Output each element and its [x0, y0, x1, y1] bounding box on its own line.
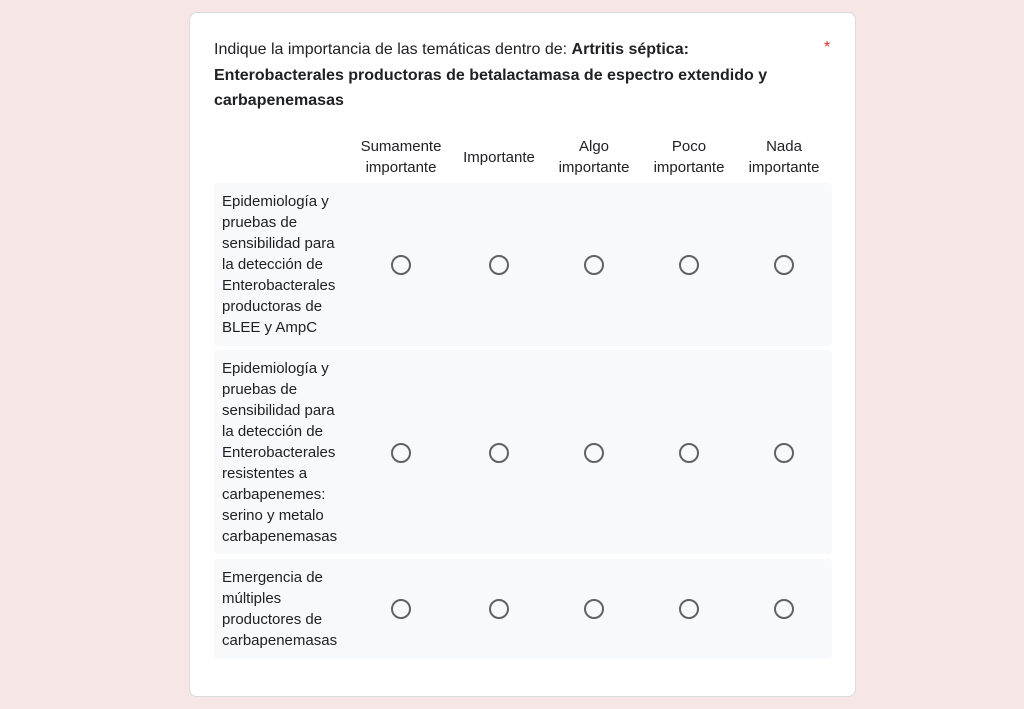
- radio-row3-nada-importante[interactable]: [774, 599, 794, 619]
- question-prefix: Indique la importancia de las temáticas dentro de:: [214, 41, 572, 58]
- radio-row1-poco-importante[interactable]: [679, 255, 699, 275]
- question-title: [214, 37, 784, 114]
- grid-row-2: [214, 350, 832, 554]
- question-card: [189, 12, 856, 697]
- radio-row3-poco-importante[interactable]: [679, 599, 699, 619]
- radio-row2-sumamente-importante[interactable]: [391, 443, 411, 463]
- radio-row1-sumamente-importante[interactable]: [391, 255, 411, 275]
- radio-row1-importante[interactable]: [489, 255, 509, 275]
- radio-row2-poco-importante[interactable]: [679, 443, 699, 463]
- column-header-poco-importante: Poco importante: [653, 138, 725, 176]
- radio-row2-algo-importante[interactable]: [584, 443, 604, 463]
- row-label-1: Epidemiología y pruebas de sensibilidad para la detección de Enterobacterales productoras de BLEE y AmpC: [222, 193, 336, 336]
- radio-row3-sumamente-importante[interactable]: [391, 599, 411, 619]
- grid-row-3: [214, 559, 832, 659]
- required-asterisk: *: [824, 39, 831, 56]
- column-header-nada-importante: Nada importante: [748, 138, 820, 176]
- column-header-algo-importante: Algo importante: [558, 138, 630, 176]
- column-header-sumamente-importante: Sumamente importante: [360, 138, 442, 176]
- column-header-importante: Importante: [463, 148, 535, 166]
- radio-row1-nada-importante[interactable]: [774, 255, 794, 275]
- radio-row3-importante[interactable]: [489, 599, 509, 619]
- row-label-2: Epidemiología y pruebas de sensibilidad para la detección de Enterobacterales resistentes a carbapenemes: serino y metalo carbapenemasas: [222, 360, 338, 545]
- radio-row3-algo-importante[interactable]: [584, 599, 604, 619]
- radio-row2-importante[interactable]: [489, 443, 509, 463]
- radio-row2-nada-importante[interactable]: [774, 443, 794, 463]
- radio-row1-algo-importante[interactable]: [584, 255, 604, 275]
- question-bold-topic: Artritis séptica: Enterobacterales productoras de betalactamasa de espectro extendido y carbapenemasas: [214, 41, 768, 109]
- row-label-3: Emergencia de múltiples productores de carbapenemasas: [222, 569, 338, 649]
- grid-row-1: [214, 183, 832, 346]
